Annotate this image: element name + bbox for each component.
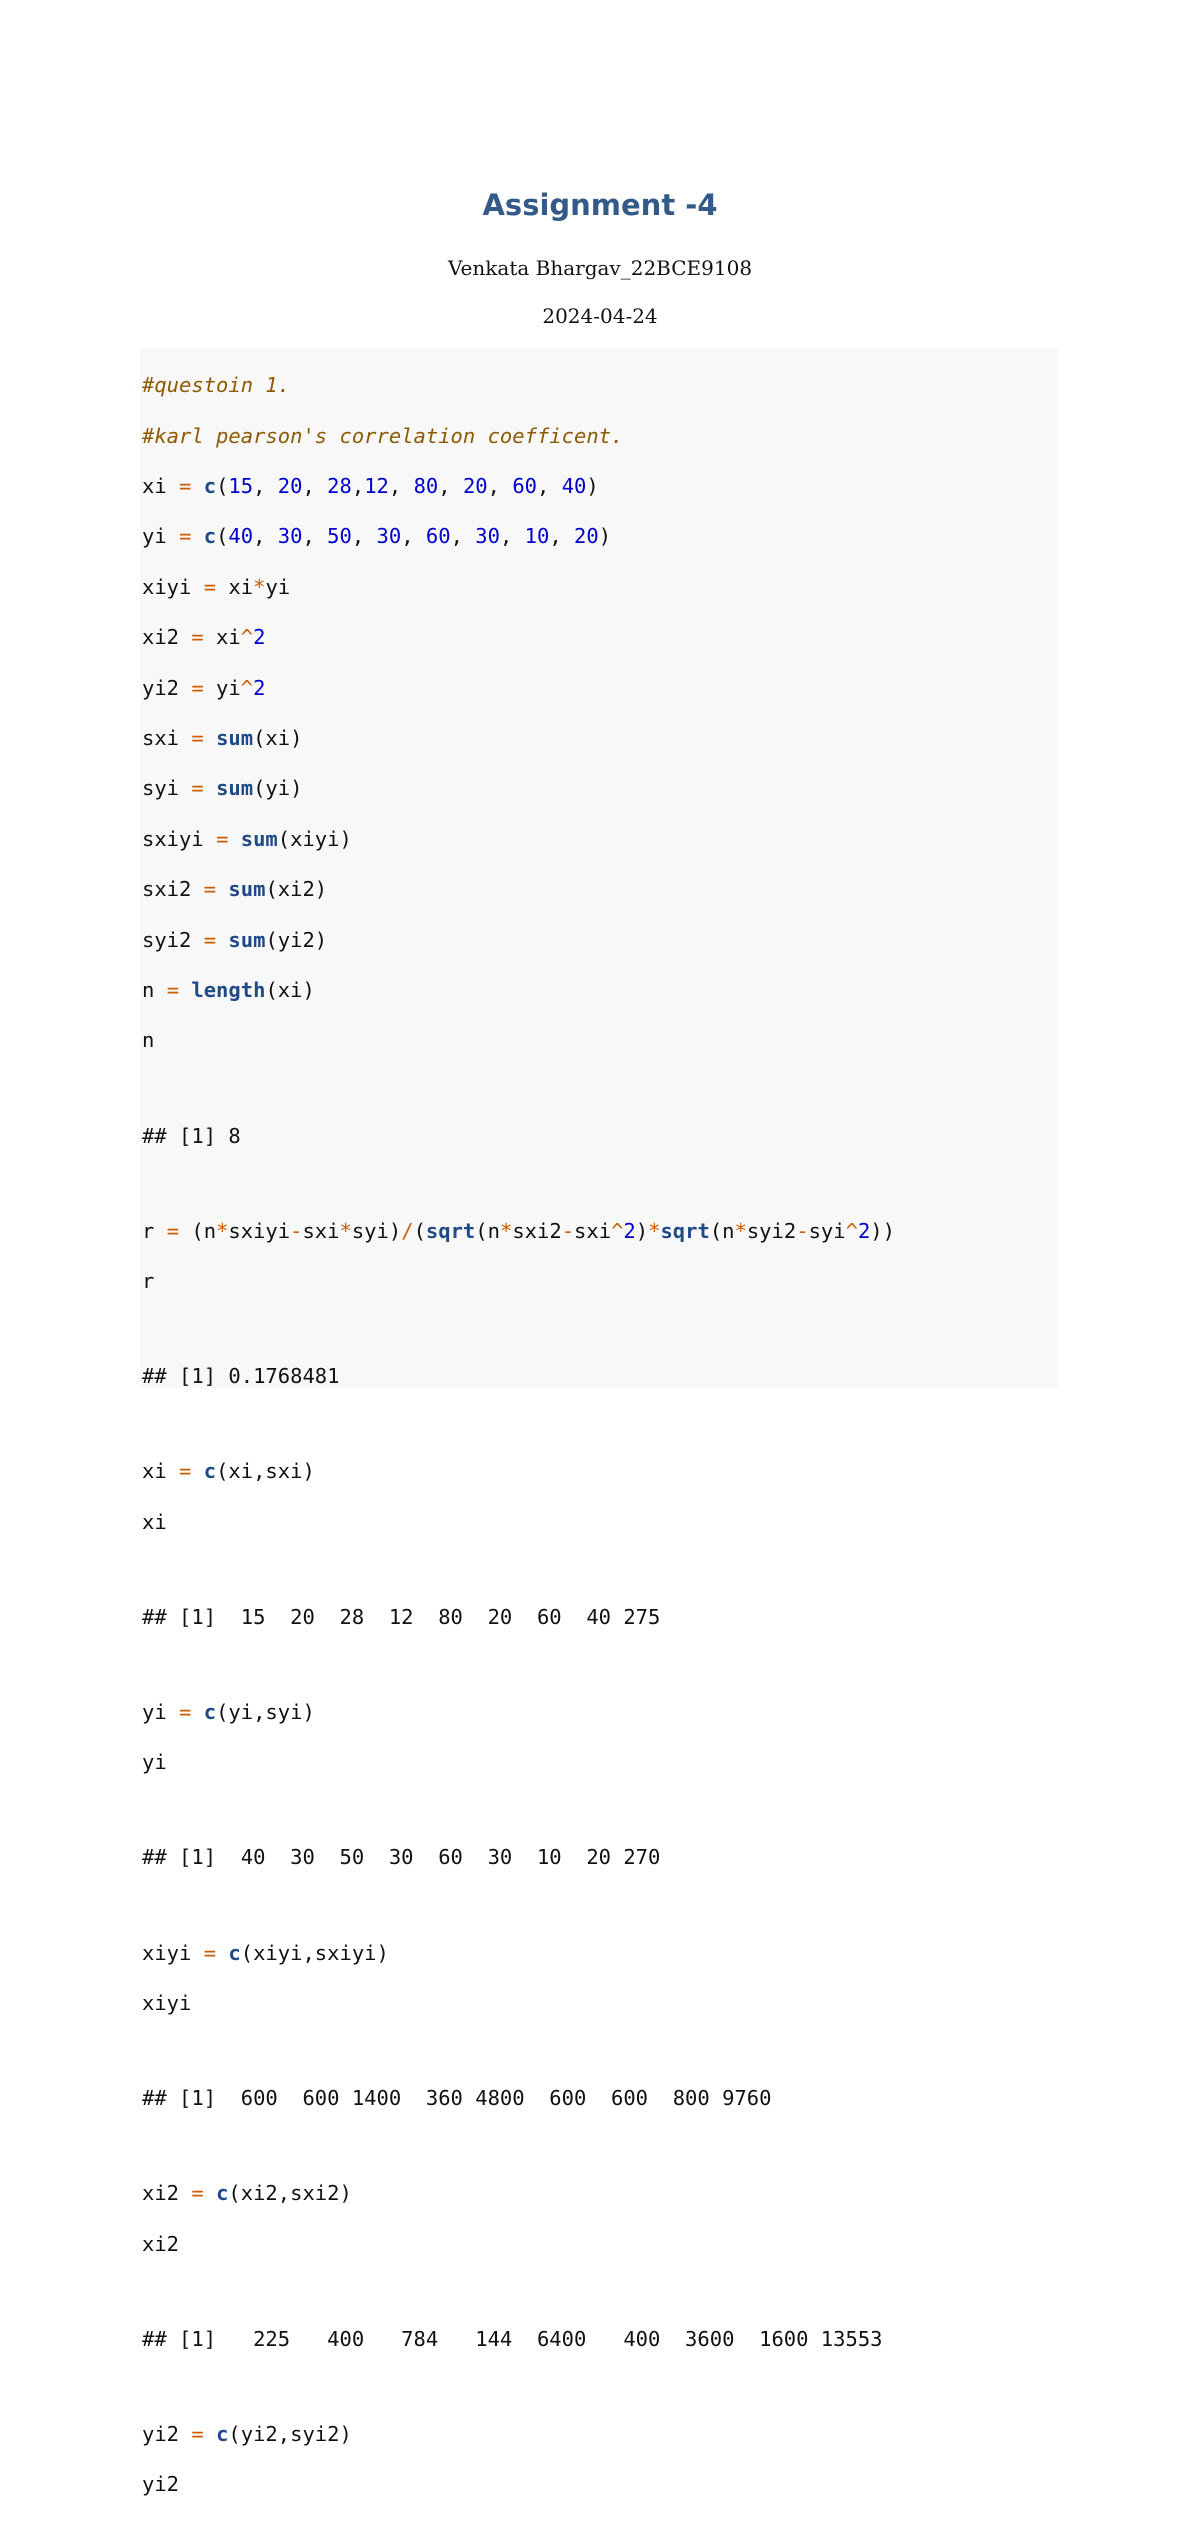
number-literal: 15 [228,474,254,499]
number-literal: 50 [327,524,352,549]
number-literal: 20 [574,524,599,549]
number-literal: 80 [413,474,439,499]
author-name: Venkata Bhargav_22BCE9108 [447,256,753,280]
number-literal: 12 [364,474,389,499]
code-line: xiyi [142,1990,192,2015]
output-line: ## [1] 600 600 1400 360 4800 600 600 800 9760 [142,2086,772,2111]
code-line [142,424,895,449]
number-literal: 20 [462,474,488,499]
code-line: yi = c(yi,syi) [142,1699,315,1724]
code-line: sxiyi = sum(xiyi) [142,826,352,851]
output-line: ## [1] 8 [142,1123,241,1148]
code-line: xi2 = c(xi2,sxi2) [142,2181,352,2206]
code-line: n [142,1028,155,1053]
code-line: sxi2 = sum(xi2) [142,877,328,902]
number-literal: 10 [524,524,550,549]
code-line: xiyi = xi*yi [142,574,291,599]
code-line: yi = c(40, 30, 50, 30, 60, 30, 10, 20) [142,524,612,549]
code-line: syi = sum(yi) [142,776,303,801]
code-line: r [142,1269,155,1294]
code-line: xi = c(15, 20, 28,12, 80, 20, 60, 40) [142,474,599,499]
code-line: xi2 = xi^2 [142,625,266,650]
output-line: ## [1] 0.1768481 [142,1364,340,1389]
code-line: syi2 = sum(yi2) [142,927,328,952]
number-literal: 28 [327,474,352,499]
code-line: xi [142,1509,167,1534]
number-literal: 60 [512,474,537,499]
code-line: yi2 = c(yi2,syi2) [142,2421,352,2446]
code-line: yi [142,1750,167,1775]
code-comment: #karl pearson's correlation coefficent. [142,423,624,448]
code-line [142,373,895,398]
document-date: 2024-04-24 [542,304,658,328]
output-line: ## [1] 225 400 784 144 6400 400 3600 1600 13553 [142,2326,883,2351]
code-line: xi2 [142,2231,180,2256]
number-literal: 40 [228,524,254,549]
number-literal: 40 [561,474,587,499]
code-comment: #questoin 1. [142,373,291,398]
code-line: xiyi = c(xiyi,sxiyi) [142,1940,389,1965]
output-line: ## [1] 40 30 50 30 60 30 10 20 270 [142,1845,661,1870]
number-literal: 60 [425,524,451,549]
r-code-listing [142,348,895,2523]
code-line: xi = c(xi,sxi) [142,1459,315,1484]
output-line: ## [1] 15 20 28 12 80 20 60 40 275 [142,1604,661,1629]
code-line: sxi = sum(xi) [142,726,303,751]
number-literal: 20 [277,474,303,499]
code-line: yi2 = yi^2 [142,675,266,700]
code-line: yi2 [142,2472,180,2497]
code-line: n = length(xi) [142,978,315,1003]
page-title: Assignment -4 [482,188,718,222]
number-literal: 30 [475,524,500,549]
number-literal: 30 [277,524,303,549]
code-block [140,348,1058,2497]
number-literal: 30 [376,524,402,549]
code-line: r = (n*sxiyi-sxi*syi)/(sqrt(n*sxi2-sxi^2)*sqrt(n*syi2-syi^2)) [142,1218,895,1243]
